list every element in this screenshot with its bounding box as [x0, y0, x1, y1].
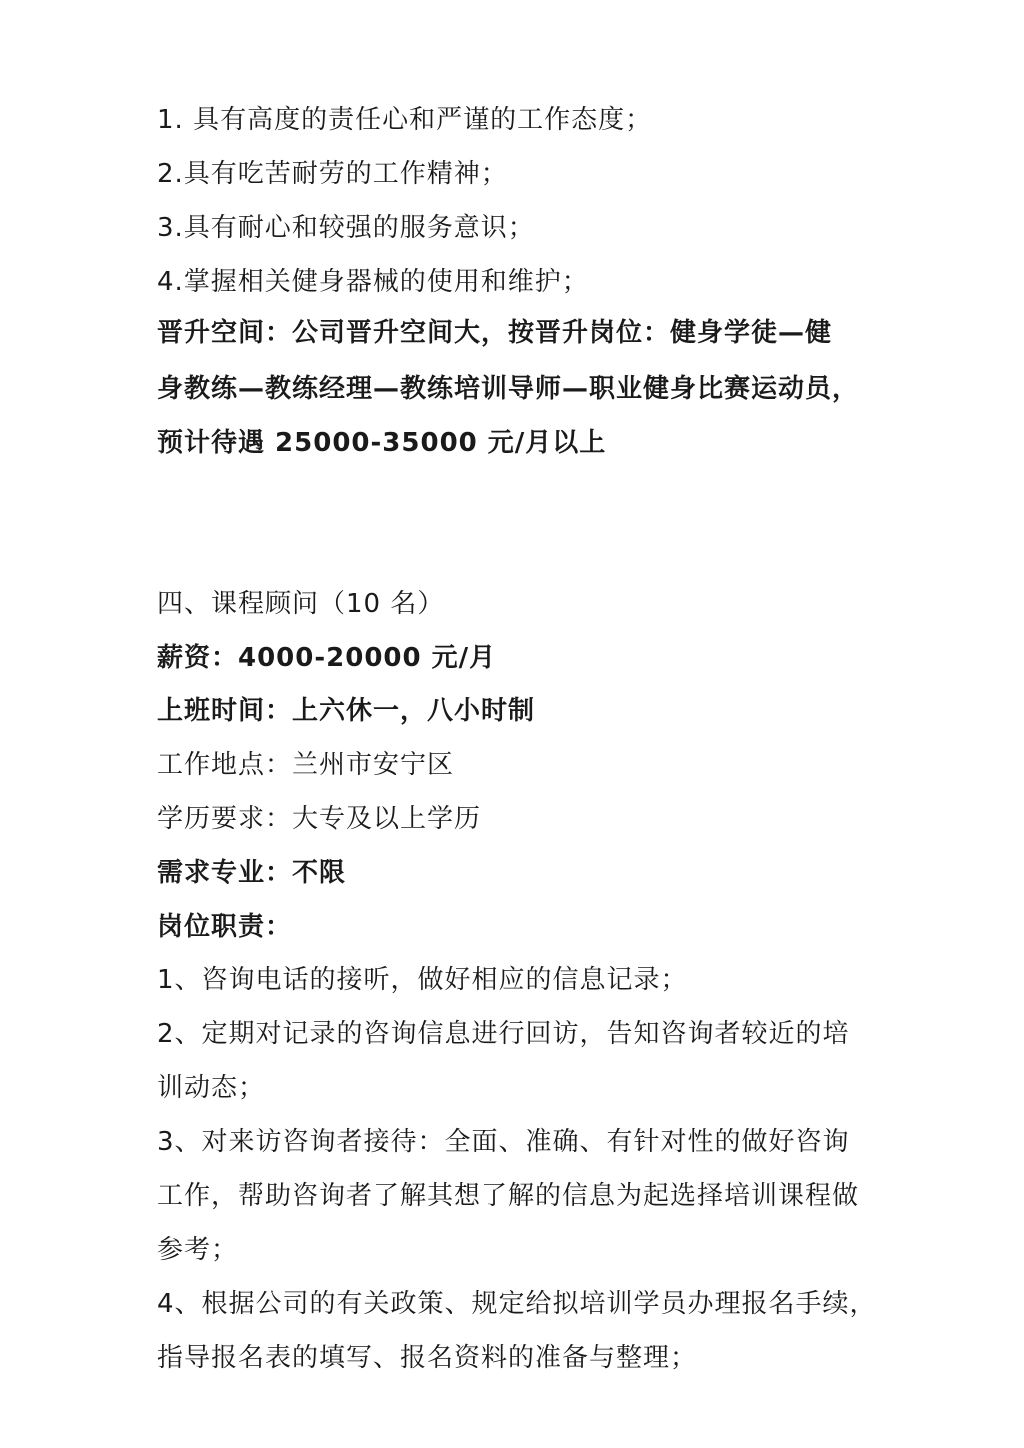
promotion-line-2: 身教练—教练经理—教练培训导师—职业健身比赛运动员，	[157, 374, 860, 404]
work-hours-line: 上班时间：上六休一，八小时制	[157, 696, 536, 726]
requirement-2: 2.具有吃苦耐劳的工作精神；	[157, 159, 508, 189]
major-line: 需求专业：不限	[157, 858, 347, 888]
education-line: 学历要求：大专及以上学历	[157, 804, 482, 834]
promotion-line-1: 晋升空间：公司晋升空间大，按晋升岗位：健身学徒—健	[157, 318, 833, 348]
work-location-line: 工作地点：兰州市安宁区	[157, 750, 455, 780]
promotion-salary: 预计待遇 25000-35000 元/月以上	[157, 428, 607, 458]
requirement-4: 4.掌握相关健身器械的使用和维护；	[157, 267, 589, 297]
duty-2-line-1: 2、定期对记录的咨询信息进行回访，告知咨询者较近的培	[157, 1019, 850, 1049]
duty-3-line-3: 参考；	[157, 1235, 239, 1265]
duty-3-line-2: 工作，帮助咨询者了解其想了解的信息为起选择培训课程做	[157, 1181, 860, 1211]
duty-2-line-2: 训动态；	[157, 1073, 266, 1103]
duties-heading: 岗位职责：	[157, 912, 293, 942]
duty-3-line-1: 3、对来访咨询者接待：全面、准确、有针对性的做好咨询	[157, 1127, 850, 1157]
requirement-1: 1. 具有高度的责任心和严谨的工作态度；	[157, 105, 653, 135]
duty-4-line-1: 4、根据公司的有关政策、规定给拟培训学员办理报名手续，	[157, 1289, 877, 1319]
salary-line: 薪资：4000-20000 元/月	[157, 643, 497, 673]
requirement-3: 3.具有耐心和较强的服务意识；	[157, 213, 535, 243]
duty-4-line-2: 指导报名表的填写、报名资料的准备与整理；	[157, 1343, 698, 1373]
duty-1: 1、咨询电话的接听，做好相应的信息记录；	[157, 965, 688, 995]
section-heading-course-consultant: 四、课程顾问（10 名）	[157, 589, 445, 619]
